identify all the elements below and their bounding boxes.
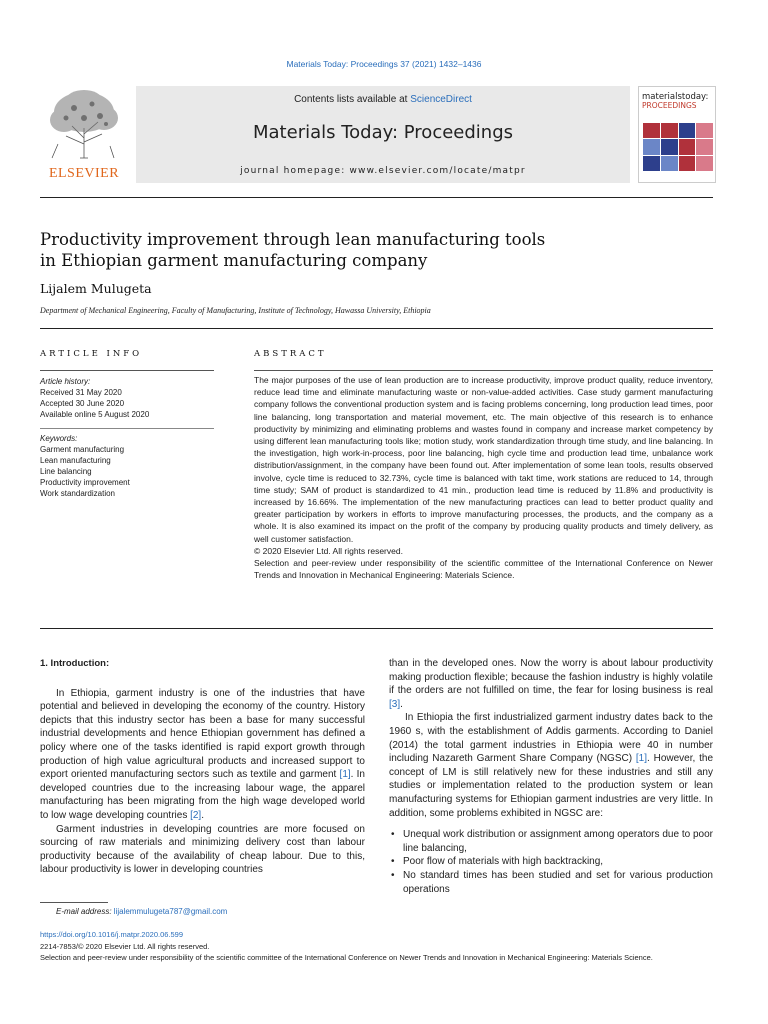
list-item: • Unequal work distribution or assignment among operators due to poor line balancing, xyxy=(389,828,713,855)
intro-paragraph-1 xyxy=(40,687,365,823)
reference-link[interactable]: [2] xyxy=(190,809,202,821)
text-run: . xyxy=(400,698,403,710)
footer-peer-review: Selection and peer-review under responsibility of the scientific committee of the International Conference on Newer Trends and Innovation in Mechanical Engineering: Materials Science. xyxy=(40,953,653,962)
elsevier-wordmark: ELSEVIER xyxy=(48,166,120,181)
text-run: . In developed countries due to the increasing labour wage, the apparel manufacturing has been migrating from the high wage developed world to low wage developing countries xyxy=(40,769,365,821)
abstract-body xyxy=(254,374,713,581)
footnote-rule xyxy=(40,902,108,903)
cover-title xyxy=(642,93,708,109)
paper-title-line2: in Ethiopian garment manufacturing company xyxy=(40,251,428,270)
abstract-copyright: © 2020 Elsevier Ltd. All rights reserved. xyxy=(254,545,403,556)
abstract-text: The major purposes of the use of lean production are to increase productivity, improve product quality, reduce inventory, reduce lead time and eliminate manufacturing waste or non-value-added activities. Case study garment manufacturing company follows the conventional production system and is facing problems concerning, long production lead times, poor line balancing, long transportation and material movement, etc. The main objective of this research is to enhance productivity by minimizing and eliminating problems and wastes found in company and increase market competency by using different lean manufacturing tools like; motion study, work standardization through time study, and line balancing. In the investigation, high work-in-process, poor line balancing, high cycle time and production lead time, unbalance work distribution/assignment, in the company have been found out. After implementation of some lean tools, results observed involve, cycle time is reduced to 32.73%, cycle time is balanced with takt time, work stations are reduced to 14, through time study; SAM of product is standardized to 41 min., production lead time is reduced by 11.8% and productivity is increased by 16.66%. The implementation of the new manufacturing practices can lead to better product quality and greater participation by workers in efforts to improve manufacturing processes, the products, and the company as a whole. It is also examined its impact on the profit of the company by producing quality products and timely delivery, as well customer satisfaction. xyxy=(254,375,713,544)
text-run: In Ethiopia, garment industry is one of the industries that have potential and believed in developing the economy of the country. History depicts that this industry sector has been a base for many successful industrial developments and hence Ethiopian government has defined a policy where one of the tasks identified is rapid export growth through production of high value agricultural products and increased support to export oriented manufacturing sectors such as textile and garment xyxy=(40,687,365,781)
author-name: Lijalem Mulugeta xyxy=(40,281,152,296)
history-received: Received 31 May 2020 xyxy=(40,388,122,397)
keyword-item: Productivity improvement xyxy=(40,478,130,487)
article-info-rule xyxy=(40,370,214,371)
journal-homepage[interactable]: journal homepage: www.elsevier.com/locate/matpr xyxy=(240,166,526,176)
sciencedirect-link[interactable]: ScienceDirect xyxy=(410,94,472,105)
doi-link[interactable]: https://doi.org/10.1016/j.matpr.2020.06.599 xyxy=(40,930,184,939)
journal-banner xyxy=(136,86,630,183)
article-info-heading: ARTICLE INFO xyxy=(40,349,143,359)
contents-line xyxy=(136,94,630,105)
elsevier-logo[interactable] xyxy=(40,86,128,184)
contents-prefix: Contents lists available at xyxy=(294,94,411,105)
reference-link[interactable]: [1] xyxy=(339,769,351,781)
keyword-item: Lean manufacturing xyxy=(40,456,111,465)
text-run: In Ethiopia the first industrialized garment industry dates back to the 1960 s, with the establishment of Addis garments. According to Daniel (2014) the total garment industries in Ethiopia were 40 in number including Nazareth Garment Share Company (NGSC) xyxy=(389,712,713,765)
problem-list xyxy=(389,828,713,896)
reference-link[interactable]: [1] xyxy=(635,753,648,765)
keywords xyxy=(40,433,130,499)
journal-citation[interactable]: Materials Today: Proceedings 37 (2021) 1432–1436 xyxy=(286,59,482,69)
list-item: • No standard times has been studied and set for various production operations xyxy=(389,869,713,896)
elsevier-tree-icon xyxy=(44,88,124,160)
abstract-peer-review: Selection and peer-review under responsibility of the scientific committee of the International Conference on Newer Trends and Innovation in Mechanical Engineering: Materials Science. xyxy=(254,558,713,581)
masthead xyxy=(40,86,720,186)
keywords-label: Keywords: xyxy=(40,434,78,443)
journal-cover-thumbnail[interactable] xyxy=(638,86,716,183)
text-run: . xyxy=(201,809,204,821)
article-history xyxy=(40,376,149,420)
cover-title-main: materialstoday: xyxy=(642,92,709,102)
keyword-item: Work standardization xyxy=(40,489,115,498)
list-item: • Poor flow of materials with high backtracking, xyxy=(389,855,713,869)
intro-paragraph-3 xyxy=(389,657,713,711)
keywords-rule xyxy=(40,428,214,429)
paper-title-line1: Productivity improvement through lean manufacturing tools xyxy=(40,230,546,249)
intro-paragraph-4 xyxy=(389,711,713,820)
abstract-rule xyxy=(254,370,713,371)
header-rule xyxy=(40,197,713,198)
history-online: Available online 5 August 2020 xyxy=(40,410,150,419)
email-label: E-mail address: xyxy=(56,907,114,916)
email-link[interactable]: lijalemmulugeta787@gmail.com xyxy=(113,907,228,916)
text-run: than in the developed ones. Now the worry is about labour productivity making production flexible; because the fashion industry is highly volatile if the orders are not fulfilled on time, the fear for losing business is real xyxy=(389,658,713,697)
body-right-column xyxy=(389,657,713,896)
abstract-heading: ABSTRACT xyxy=(254,349,327,359)
abstract-end-rule xyxy=(40,628,713,629)
history-label: Article history: xyxy=(40,377,91,386)
author-affiliation: Department of Mechanical Engineering, Faculty of Manufacturing, Institute of Technology, Hawassa University, Ethiopia xyxy=(40,306,431,315)
cover-image-grid xyxy=(643,123,713,171)
title-rule xyxy=(40,328,713,329)
keyword-item: Line balancing xyxy=(40,467,92,476)
reference-link[interactable]: [3] xyxy=(389,698,401,710)
text-run: . However, the concept of LM is still relatively new for these industries and still any studies or implementation related to the production system or lean manufacturing systems for Ethiopian garment industries are very little. In addition, some problems exhibited in NGSC are: xyxy=(389,753,714,819)
paper-title xyxy=(40,229,680,271)
body-left-column xyxy=(40,657,365,877)
cover-title-sub: PROCEEDINGS xyxy=(642,100,697,110)
intro-paragraph-2: Garment industries in developing countries are more focused on sourcing of raw materials and minimizing delivery cost than labour productivity because of the availability of cheap labour. Due to this, labour productivity is lower in developing countries xyxy=(40,823,365,876)
history-accepted: Accepted 30 June 2020 xyxy=(40,399,125,408)
keyword-item: Garment manufacturing xyxy=(40,445,125,454)
email-footnote xyxy=(56,907,227,916)
journal-title: Materials Today: Proceedings xyxy=(253,122,513,143)
issn-line: 2214-7853/© 2020 Elsevier Ltd. All rights reserved. xyxy=(40,942,210,951)
section-title: 1. Introduction: xyxy=(40,658,110,669)
